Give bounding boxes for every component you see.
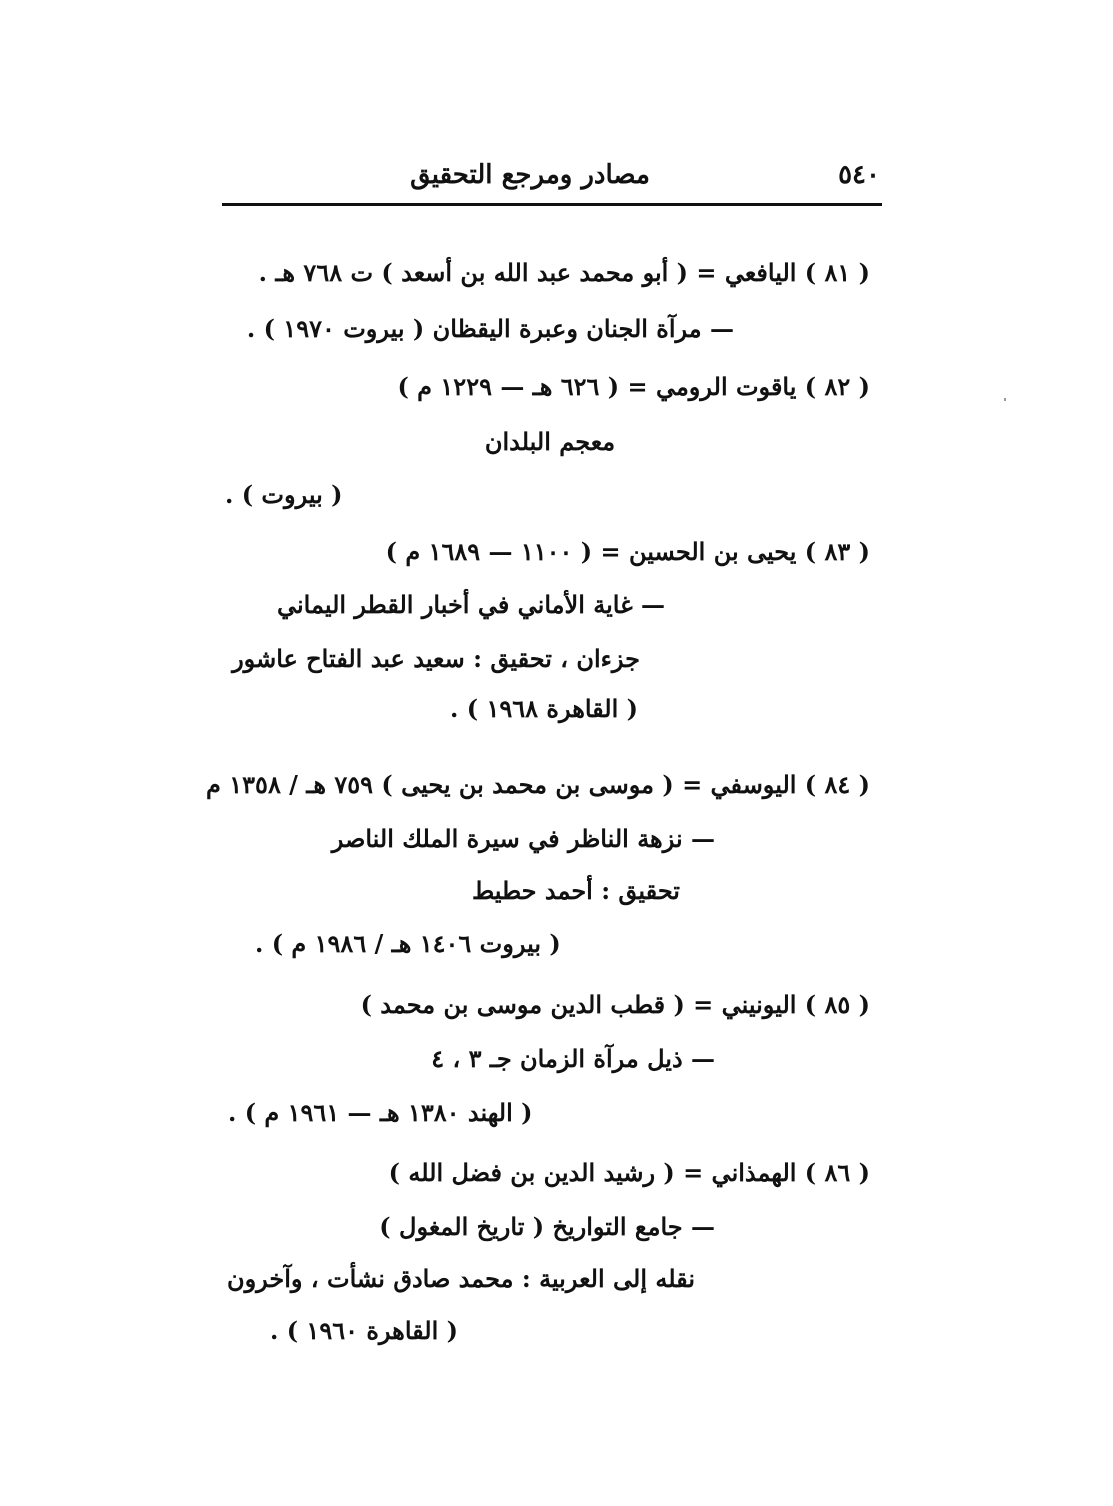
entry-83-editor: جزءان ، تحقيق : سعيد عبد الفتاح عاشور: [232, 644, 640, 673]
entry-86-title: — جامع التواريخ ( تاريخ المغول ): [379, 1212, 715, 1241]
entry-86-translator: نقله إلى العربية : محمد صادق نشأت ، وآخرون: [226, 1264, 695, 1293]
entry-83-heading: ( ٨٣ ) يحيى بن الحسين = ( ١١٠٠ — ١٦٨٩ م ): [385, 537, 870, 566]
entry-85-heading: ( ٨٥ ) اليونيني = ( قطب الدين موسى بن محمد ): [360, 990, 870, 1019]
entry-82-heading: ( ٨٢ ) ياقوت الرومي = ( ٦٢٦ هـ — ١٢٢٩ م ): [397, 372, 870, 401]
header-divider: [222, 203, 882, 206]
entry-84-heading: ( ٨٤ ) اليوسفي = ( موسى بن محمد بن يحيى ) ٧٥٩ هـ / ١٣٥٨ م: [206, 770, 870, 799]
entry-85-title: — ذيل مرآة الزمان جـ ٣ ، ٤: [431, 1044, 715, 1073]
entry-84-editor: تحقيق : أحمد حطيط: [471, 876, 680, 905]
entry-84-title: — نزهة الناظر في سيرة الملك الناصر: [331, 824, 715, 853]
entry-83-imprint: ( القاهرة ١٩٦٨ ) .: [450, 694, 638, 723]
page-number: ٥٤٠: [838, 160, 880, 190]
entry-84-imprint: ( بيروت ١٤٠٦ هـ / ١٩٨٦ م ) .: [255, 929, 561, 958]
entry-82-title: معجم البلدان: [484, 427, 616, 456]
entry-82-imprint: ( بيروت ) .: [225, 480, 343, 509]
running-title: مصادر ومرجع التحقيق: [410, 160, 650, 190]
scan-speck: [1004, 398, 1006, 401]
entry-83-title: — غاية الأماني في أخبار القطر اليماني: [276, 590, 665, 619]
entry-81-title: — مرآة الجنان وعبرة اليقظان ( بيروت ١٩٧٠ ) .: [246, 314, 734, 343]
entry-81-heading: ( ٨١ ) اليافعي = ( أبو محمد عبد الله بن أسعد ) ت ٧٦٨ هـ .: [258, 258, 870, 287]
entry-85-imprint: ( الهند ١٣٨٠ هـ — ١٩٦١ م ) .: [228, 1098, 533, 1127]
entry-86-imprint: ( القاهرة ١٩٦٠ ) .: [270, 1316, 458, 1345]
entry-86-heading: ( ٨٦ ) الهمذاني = ( رشيد الدين بن فضل الله ): [388, 1158, 870, 1187]
